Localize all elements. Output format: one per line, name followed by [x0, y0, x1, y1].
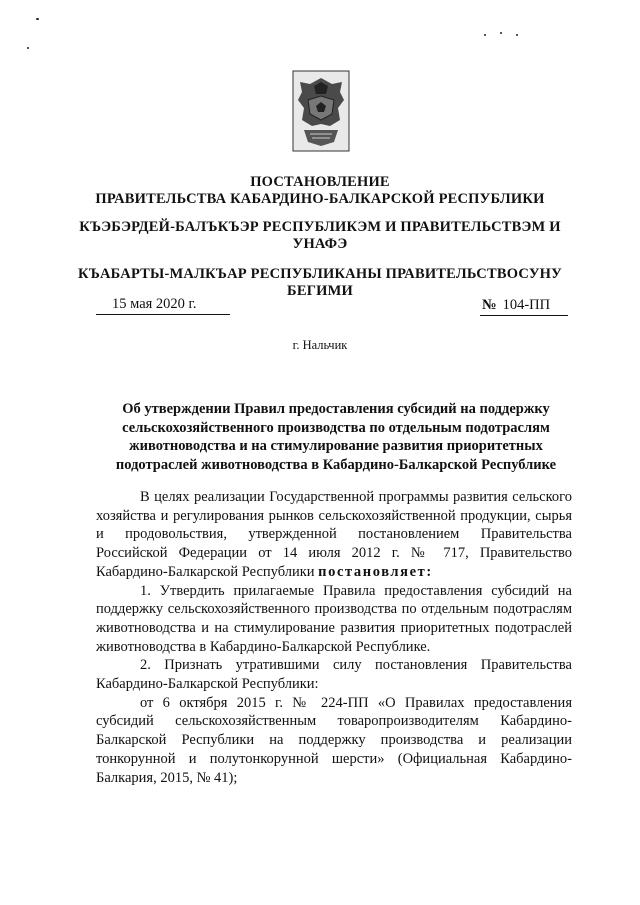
document-body	[96, 488, 572, 787]
paragraph-1: 1. Утвердить прилагаемые Правила предоставления субсидий на поддержку сельскохозяйственного производства по отдельным подотраслям животноводства и на стимулирование развития приоритетных подотраслей животноводства в Кабардино-Балкарской Республике.	[96, 582, 572, 655]
scan-speck	[27, 47, 29, 49]
government-name-kabardian: КЪЭБЭРДЕЙ-БАЛЪКЪЭР РЕСПУБЛИКЭМ И ПРАВИТЕЛЬСТВЭМ И УНАФЭ	[79, 219, 561, 252]
government-name-balkar: КЪАБАРТЫ-МАЛКЪАР РЕСПУБЛИКАНЫ ПРАВИТЕЛЬСТВОСУНУ БЕГИМИ	[78, 266, 562, 299]
scan-speck	[516, 34, 518, 36]
intro-paragraph	[96, 488, 572, 582]
date-underline	[96, 314, 230, 315]
document-type: ПОСТАНОВЛЕНИЕ	[250, 174, 390, 190]
city: г. Нальчик	[292, 338, 348, 352]
intro-text: В целях реализации Государственной программы развития сельского хозяйства и регулирования рынков сельскохозяйственной продукции, сырья и продовольствия, утвержденной постановлением Правительства Российской Федерации от 14 июля 2012 г. № 717, Правительство Кабардино-Балкарской Республики	[96, 489, 572, 580]
document-date: 15 мая 2020 г.	[112, 296, 197, 312]
document-title: Об утверждении Правил предоставления субсидий на поддержку сельскохозяйственного производства по отдельным подотраслям животноводства и на стимулирование развития приоритетных подотраслей животноводства в Кабардино-Балкарской Республике	[115, 401, 557, 473]
scan-speck	[500, 32, 502, 34]
scan-speck	[484, 34, 486, 36]
decree-word: постановляет:	[318, 563, 433, 580]
scan-speck	[36, 18, 39, 20]
coat-of-arms-icon	[292, 70, 350, 152]
number-value: 104-ПП	[502, 297, 551, 313]
paragraph-3: от 6 октября 2015 г. № 224-ПП «О Правилах предоставления субсидий сельскохозяйственным товаропроизводителям Кабардино-Балкарской Республики на поддержку производства и реализации тонкорунной и полутонкорунной шерсти» (Официальная Кабардино-Балкария, 2015, № 41);	[96, 694, 572, 786]
paragraph-2: 2. Признать утратившими силу постановления Правительства Кабардино-Балкарской Республики:	[96, 657, 572, 693]
document-number	[482, 297, 550, 314]
government-name-ru: ПРАВИТЕЛЬСТВА КАБАРДИНО-БАЛКАРСКОЙ РЕСПУБЛИКИ	[95, 191, 545, 207]
number-underline	[480, 315, 568, 316]
number-label: №	[482, 297, 497, 313]
